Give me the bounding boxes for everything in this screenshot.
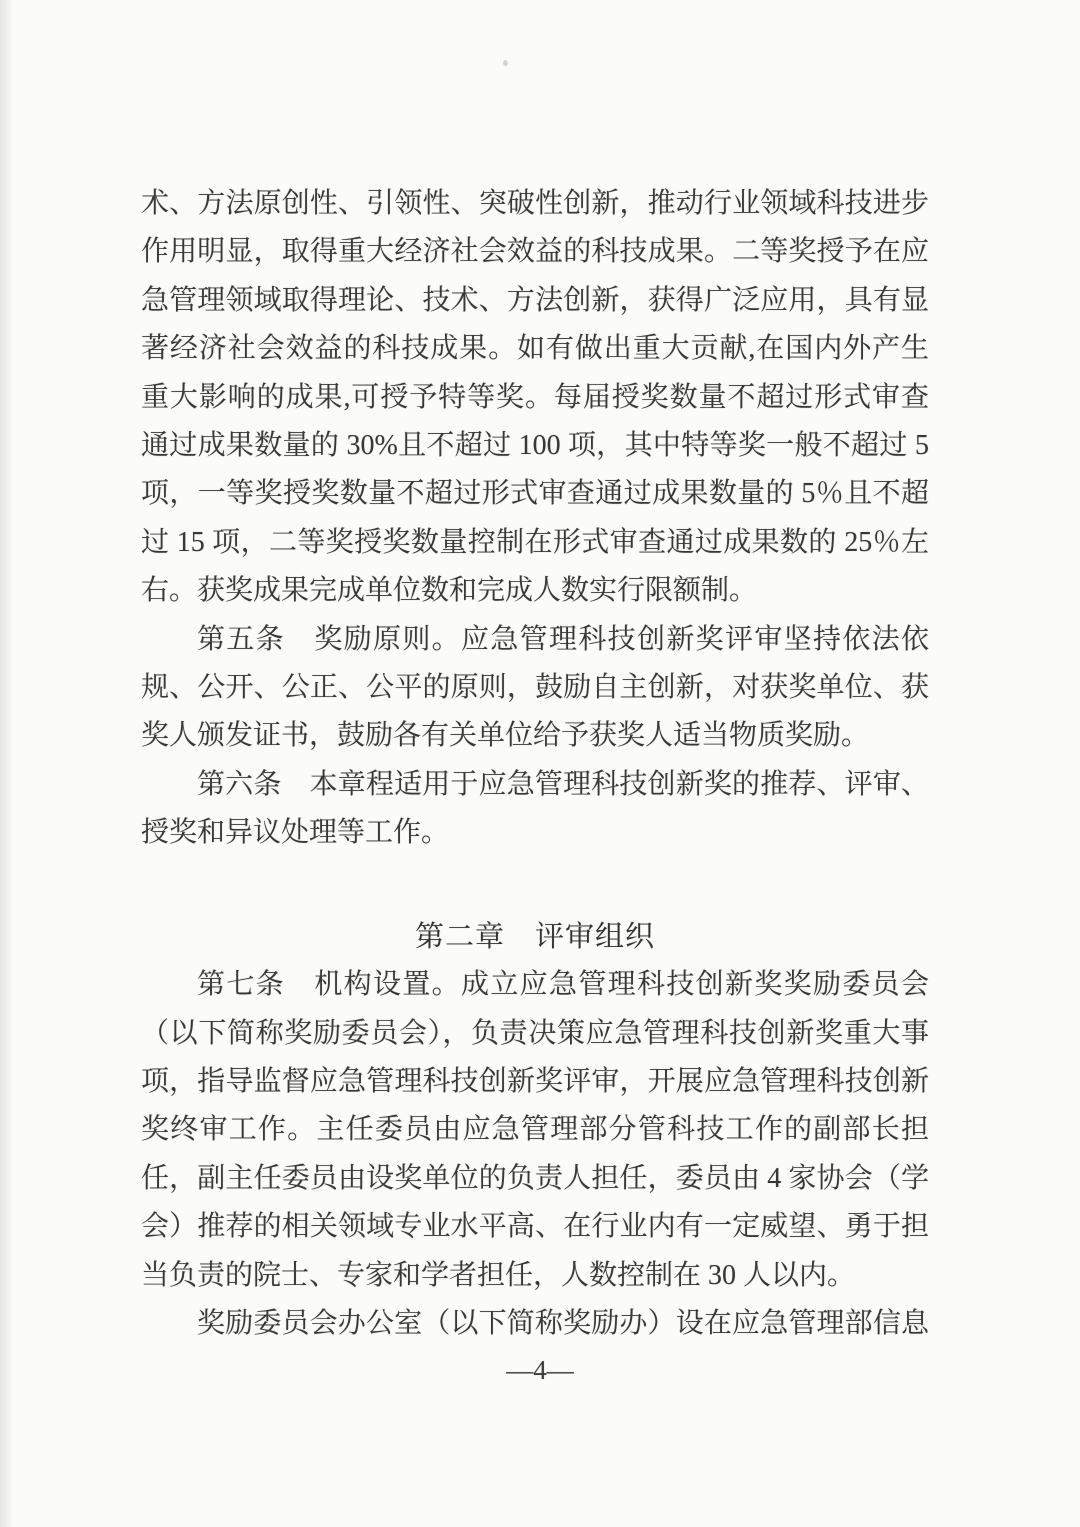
scan-artifact-dot [503, 60, 508, 66]
text-line: 第七条 机构设置。成立应急管理科技创新奖奖励委员会 [197, 969, 929, 1001]
chapter-heading: 第二章 评审组织 [414, 920, 655, 953]
text-line: 过 15 项，二等奖授奖数量控制在形式审查通过成果数的 25％左 [141, 526, 929, 558]
text-line: 规、公开、公正、公平的原则，鼓励自主创新，对获奖单位、获 [141, 672, 929, 704]
text-line: 第六条 本章程适用于应急管理科技创新奖的推荐、评审、 [197, 768, 929, 800]
text-line: （以下简称奖励委员会），负责决策应急管理科技创新奖重大事 [141, 1017, 929, 1049]
text-line: 奖励委员会办公室（以下简称奖励办）设在应急管理部信息 [197, 1307, 929, 1339]
text-line: 重大影响的成果,可授予特等奖。每届授奖数量不超过形式审查 [141, 381, 929, 413]
text-line: 会）推荐的相关领域专业水平高、在行业内有一定威望、勇于担 [141, 1211, 929, 1243]
page-number: —4— [506, 1355, 574, 1385]
document-body [141, 180, 929, 1348]
text-line: 术、方法原创性、引领性、突破性创新，推动行业领域科技进步 [141, 188, 929, 219]
text-line: 项，指导监督应急管理科技创新奖评审，开展应急管理科技创新 [141, 1065, 929, 1097]
text-line: 作用明显，取得重大经济社会效益的科技成果。二等奖授予在应 [141, 236, 929, 268]
text-line: 第五条 奖励原则。应急管理科技创新奖评审坚持依法依 [197, 623, 929, 655]
text-line: 奖人颁发证书，鼓励各有关单位给予获奖人适当物质奖励。 [141, 720, 870, 752]
text-line: 授奖和异议处理等工作。 [141, 817, 450, 849]
text-line: 右。获奖成果完成单位数和完成人数实行限额制。 [141, 575, 758, 607]
text-line: 著经济社会效益的科技成果。如有做出重大贡献,在国内外产生 [141, 333, 929, 365]
text-line: 任，副主任委员由设奖单位的负责人担任，委员由 4 家协会（学 [141, 1162, 929, 1194]
text-line: 当负责的院士、专家和学者担任，人数控制在 30 人以内。 [141, 1259, 856, 1291]
text-line: 项，一等奖授奖数量不超过形式审查通过成果数量的 5％且不超 [141, 478, 929, 510]
text-line: 通过成果数量的 30%且不超过 100 项，其中特等奖一般不超过 5 [141, 430, 929, 462]
text-line: 急管理领域取得理论、技术、方法创新，获得广泛应用，具有显 [141, 284, 929, 316]
text-line: 奖终审工作。主任委员由应急管理部分管科技工作的副部长担 [141, 1114, 929, 1146]
scan-edge-shadow [0, 0, 14, 1527]
